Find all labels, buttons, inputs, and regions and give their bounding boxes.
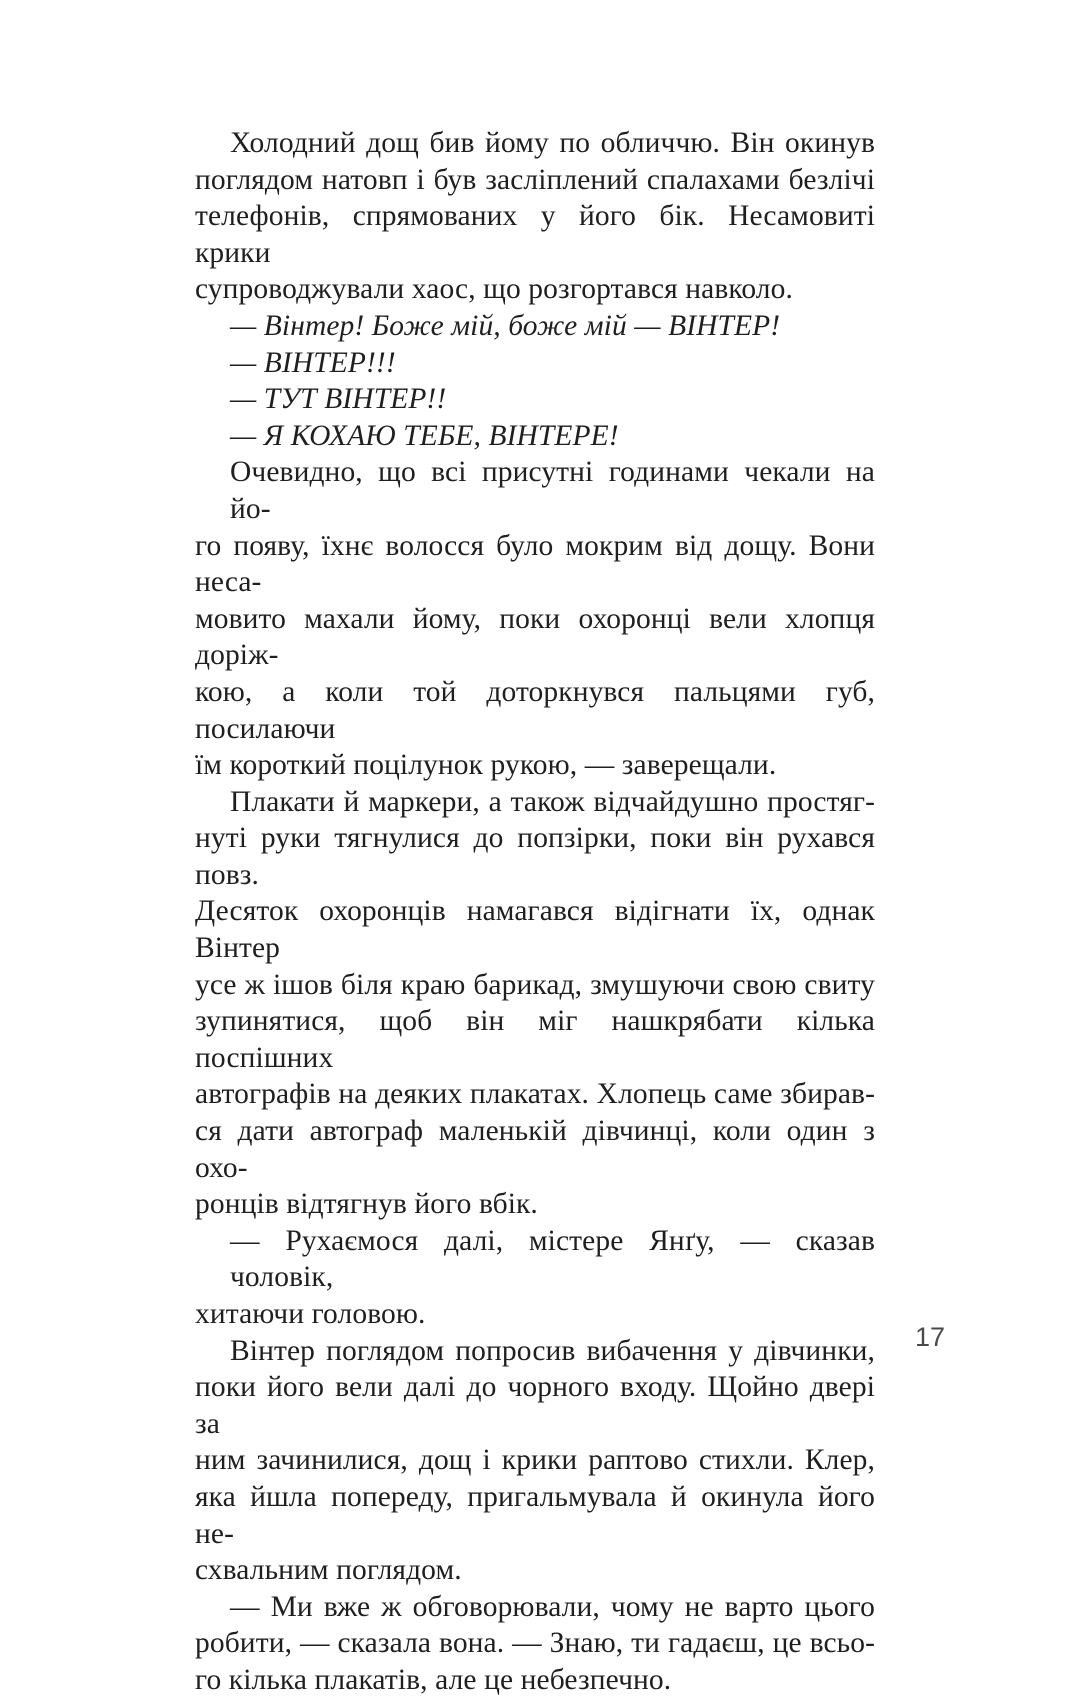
text-line: — Рухаємося далі, містере Янґу, — сказав чоловік, [230,1224,875,1294]
text-block [195,125,875,1699]
text-line: — Ми вже ж обговорювали, чому не варто цього [230,1590,875,1623]
text-line: мовито махали йому, поки охоронці вели хлопця доріж- [195,602,875,672]
text-line: — ВІНТЕР!!! [230,346,396,379]
text-line: усе ж ішов біля краю барикад, змушуючи свою свиту [195,968,875,1001]
text-line: супроводжували хаос, що розгортався навколо. [195,273,793,306]
text-line: хитаючи головою. [195,1298,426,1330]
text-line: — Я КОХАЮ ТЕБЕ, ВІНТЕРЕ! [230,419,619,452]
text-line: нуті руки тягнулися до попзірки, поки він рухався повз. [195,822,875,891]
text-line: їм короткий поцілунок рукою, — заверещали. [195,749,777,782]
text-line: поглядом натовп і був засліплений спалахами безлічі [195,163,875,196]
text-line: Плакати й маркери, а також відчайдушно простяг- [230,785,875,818]
text-line: го кілька плакатів, але це небезпечно. [195,1663,672,1696]
text-line: ся дати автограф маленькій дівчинці, коли один з охо- [195,1115,875,1184]
text-line: кою, а коли той доторкнувся пальцями губ, посилаючи [195,675,875,745]
page-number: 17 [914,1322,946,1352]
text-line: Вінтер поглядом попросив вибачення у дівчинки, [230,1334,875,1367]
text-line: Холодний дощ бив йому по обличчю. Він окинув [230,127,875,159]
text-line: ронців відтягнув його вбік. [195,1188,538,1221]
text-line: — ТУТ ВІНТЕР!! [230,383,447,416]
text-line: го появу, їхнє волосся було мокрим від дощу. Вони неса- [195,529,875,599]
text-line: ним зачинилися, дощ і крики раптово стихли. Клер, [195,1444,875,1477]
text-line: яка йшла попереду, пригальмувала й окинула його не- [195,1480,875,1550]
text-line: робити, — сказала вона. — Знаю, ти гадаєш, це всьо- [195,1627,875,1660]
text-line: Десяток охоронців намагався відігнати їх, однак Вінтер [195,895,875,965]
text-line: телефонів, спрямованих у його бік. Несамовиті крики [195,200,875,269]
text-line: зупинятися, щоб він міг нашкрябати кілька поспішних [195,1005,875,1074]
text-line: — Вінтер! Боже мій, боже мій — ВІНТЕР! [230,309,781,342]
text-line: поки його вели далі до чорного входу. Щойно двері за [195,1371,875,1440]
text-line: Очевидно, що всі присутні годинами чекали на йо- [230,456,875,525]
text-line: схвальним поглядом. [195,1554,462,1587]
text-line: автографів на деяких плакатах. Хлопець саме збирав- [195,1078,875,1111]
